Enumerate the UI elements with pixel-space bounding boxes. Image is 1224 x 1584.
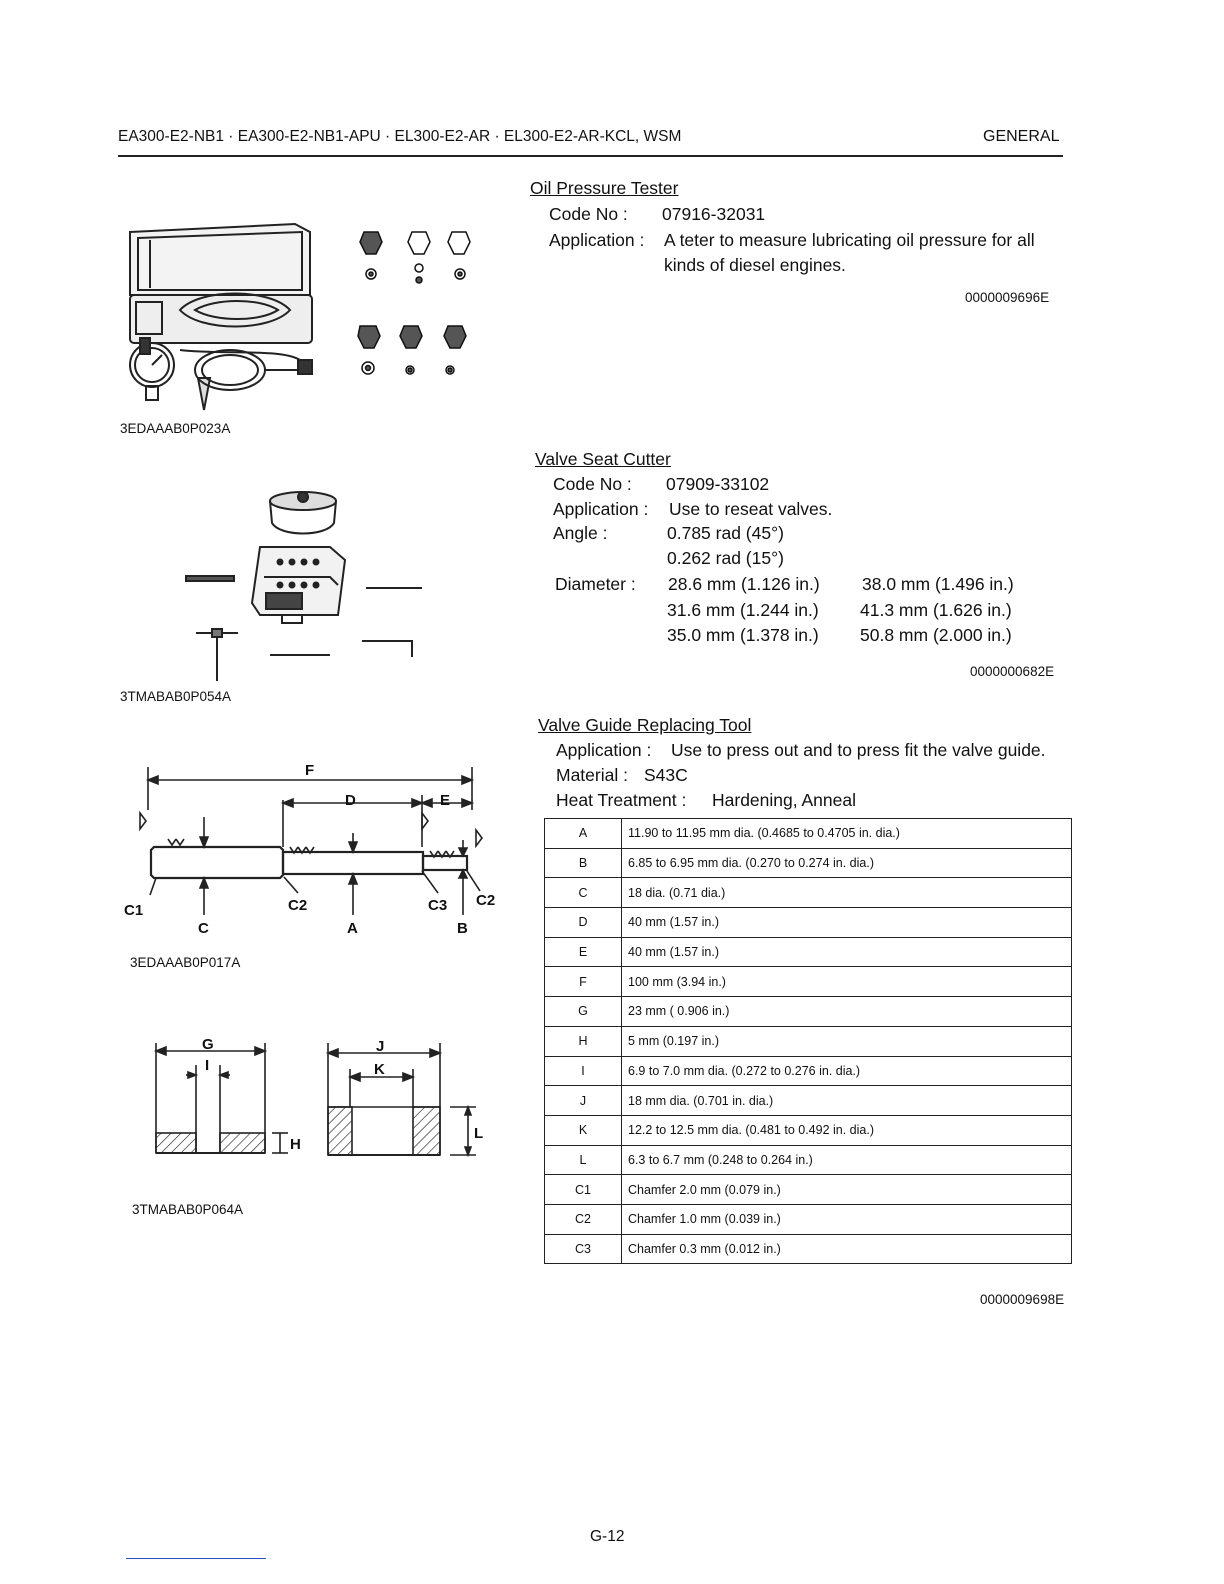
spec-key: L xyxy=(545,1145,622,1175)
spec-row xyxy=(545,908,1072,938)
cutter-diameter-r1: 38.0 mm (1.496 in.) xyxy=(862,574,1014,594)
label-I: I xyxy=(205,1057,210,1074)
label-C1: C1 xyxy=(124,902,144,919)
spec-key: C xyxy=(545,878,622,908)
cutter-angle-2: 0.262 rad (15°) xyxy=(667,548,784,568)
spec-key: C3 xyxy=(545,1234,622,1264)
spec-value: 18 dia. (0.71 dia.) xyxy=(622,878,1072,908)
spec-key: K xyxy=(545,1115,622,1145)
cutter-code-label: Code No : xyxy=(553,474,632,494)
spec-row xyxy=(545,1115,1072,1145)
page-number: G-12 xyxy=(590,1528,625,1545)
spec-row xyxy=(545,1234,1072,1264)
spec-value: 12.2 to 12.5 mm dia. (0.481 to 0.492 in. dia.) xyxy=(622,1115,1072,1145)
guide-tool-app-label: Application : xyxy=(556,740,652,760)
spec-key: C2 xyxy=(545,1204,622,1234)
guide-tool-ref: 0000009698E xyxy=(980,1292,1065,1307)
cutter-app-value: Use to reseat valves. xyxy=(669,499,833,519)
cutter-title: Valve Seat Cutter xyxy=(535,449,671,469)
cutter-code-value: 07909-33102 xyxy=(666,474,770,494)
label-K: K xyxy=(374,1061,385,1078)
guide-tool-title: Valve Guide Replacing Tool xyxy=(538,715,752,735)
cutter-diameter-label: Diameter : xyxy=(555,574,636,594)
cutter-figure-id: 3TMABAB0P054A xyxy=(120,689,232,704)
spec-key: B xyxy=(545,848,622,878)
spec-row xyxy=(545,1175,1072,1205)
spec-value: 23 mm ( 0.906 in.) xyxy=(622,997,1072,1027)
cutter-illustration xyxy=(180,485,430,685)
header-section: GENERAL xyxy=(983,128,1060,145)
label-C2b: C2 xyxy=(476,892,496,909)
label-C3: C3 xyxy=(428,897,448,914)
oil-tester-app-line2: kinds of diesel engines. xyxy=(664,255,846,275)
spec-row xyxy=(545,819,1072,849)
label-D: D xyxy=(345,792,356,809)
spec-key: J xyxy=(545,1086,622,1116)
oil-tester-app-label: Application : xyxy=(549,230,645,250)
footer-rule xyxy=(126,1558,266,1559)
spec-value: 5 mm (0.197 in.) xyxy=(622,1026,1072,1056)
cutter-diameter-l1: 28.6 mm (1.126 in.) xyxy=(668,574,820,594)
label-C2a: C2 xyxy=(288,897,308,914)
cutter-diameter-r2: 41.3 mm (1.626 in.) xyxy=(860,600,1012,620)
guide-tool-figure-id-2: 3TMABAB0P064A xyxy=(132,1202,244,1217)
spec-row xyxy=(545,997,1072,1027)
spec-value: Chamfer 0.3 mm (0.012 in.) xyxy=(622,1234,1072,1264)
spec-row xyxy=(545,1145,1072,1175)
cutter-app-label: Application : xyxy=(553,499,649,519)
label-L: L xyxy=(474,1125,484,1142)
guide-tool-drawing-sections xyxy=(140,1035,500,1170)
cutter-diameter-l2: 31.6 mm (1.244 in.) xyxy=(667,600,819,620)
label-G: G xyxy=(202,1036,214,1053)
spec-value: 6.85 to 6.95 mm dia. (0.270 to 0.274 in. dia.) xyxy=(622,848,1072,878)
oil-tester-code-label: Code No : xyxy=(549,204,628,224)
header-rule xyxy=(118,155,1063,157)
oil-tester-code-value: 07916-32031 xyxy=(662,204,766,224)
guide-tool-material-label: Material : xyxy=(556,765,628,785)
oil-tester-ref: 0000009696E xyxy=(965,290,1050,305)
spec-row xyxy=(545,1056,1072,1086)
cutter-angle-label: Angle : xyxy=(553,523,608,543)
label-F: F xyxy=(305,762,315,779)
spec-row xyxy=(545,1204,1072,1234)
cutter-diameter-r3: 50.8 mm (2.000 in.) xyxy=(860,625,1012,645)
spec-row xyxy=(545,937,1072,967)
spec-row xyxy=(545,848,1072,878)
spec-value: 100 mm (3.94 in.) xyxy=(622,967,1072,997)
label-C: C xyxy=(198,920,209,937)
cutter-ref: 0000000682E xyxy=(970,664,1055,679)
spec-value: 18 mm dia. (0.701 in. dia.) xyxy=(622,1086,1072,1116)
guide-tool-app-value: Use to press out and to press fit the valve guide. xyxy=(671,740,1046,760)
guide-tool-heat-value: Hardening, Anneal xyxy=(712,790,856,810)
spec-key: D xyxy=(545,908,622,938)
guide-tool-spec-table xyxy=(544,818,1072,1264)
spec-key: E xyxy=(545,937,622,967)
spec-key: I xyxy=(545,1056,622,1086)
label-H: H xyxy=(290,1136,301,1153)
spec-key: A xyxy=(545,819,622,849)
oil-tester-figure-id: 3EDAAAB0P023A xyxy=(120,421,231,436)
spec-key: F xyxy=(545,967,622,997)
guide-tool-figure-id-1: 3EDAAAB0P017A xyxy=(130,955,241,970)
spec-row xyxy=(545,878,1072,908)
spec-key: C1 xyxy=(545,1175,622,1205)
oil-tester-illustration xyxy=(120,210,480,420)
spec-value: 40 mm (1.57 in.) xyxy=(622,908,1072,938)
spec-value: 6.3 to 6.7 mm (0.248 to 0.264 in.) xyxy=(622,1145,1072,1175)
spec-key: H xyxy=(545,1026,622,1056)
spec-value: Chamfer 1.0 mm (0.039 in.) xyxy=(622,1204,1072,1234)
oil-tester-title: Oil Pressure Tester xyxy=(530,178,679,198)
spec-row xyxy=(545,967,1072,997)
label-A: A xyxy=(347,920,358,937)
spec-value: 11.90 to 11.95 mm dia. (0.4685 to 0.4705 in. dia.) xyxy=(622,819,1072,849)
header-models: EA300-E2-NB1 · EA300-E2-NB1-APU · EL300-E2-AR · EL300-E2-AR-KCL, WSM xyxy=(118,128,682,145)
guide-tool-heat-label: Heat Treatment : xyxy=(556,790,687,810)
spec-value: Chamfer 2.0 mm (0.079 in.) xyxy=(622,1175,1072,1205)
label-B: B xyxy=(457,920,468,937)
spec-value: 40 mm (1.57 in.) xyxy=(622,937,1072,967)
cutter-diameter-l3: 35.0 mm (1.378 in.) xyxy=(667,625,819,645)
oil-tester-app-line1: A teter to measure lubricating oil pressure for all xyxy=(664,230,1035,250)
guide-tool-material-value: S43C xyxy=(644,765,688,785)
spec-key: G xyxy=(545,997,622,1027)
guide-tool-drawing-shaft xyxy=(120,755,510,945)
label-J: J xyxy=(376,1038,385,1055)
spec-row xyxy=(545,1026,1072,1056)
cutter-angle-1: 0.785 rad (45°) xyxy=(667,523,784,543)
label-E: E xyxy=(440,792,451,809)
spec-value: 6.9 to 7.0 mm dia. (0.272 to 0.276 in. dia.) xyxy=(622,1056,1072,1086)
spec-row xyxy=(545,1086,1072,1116)
